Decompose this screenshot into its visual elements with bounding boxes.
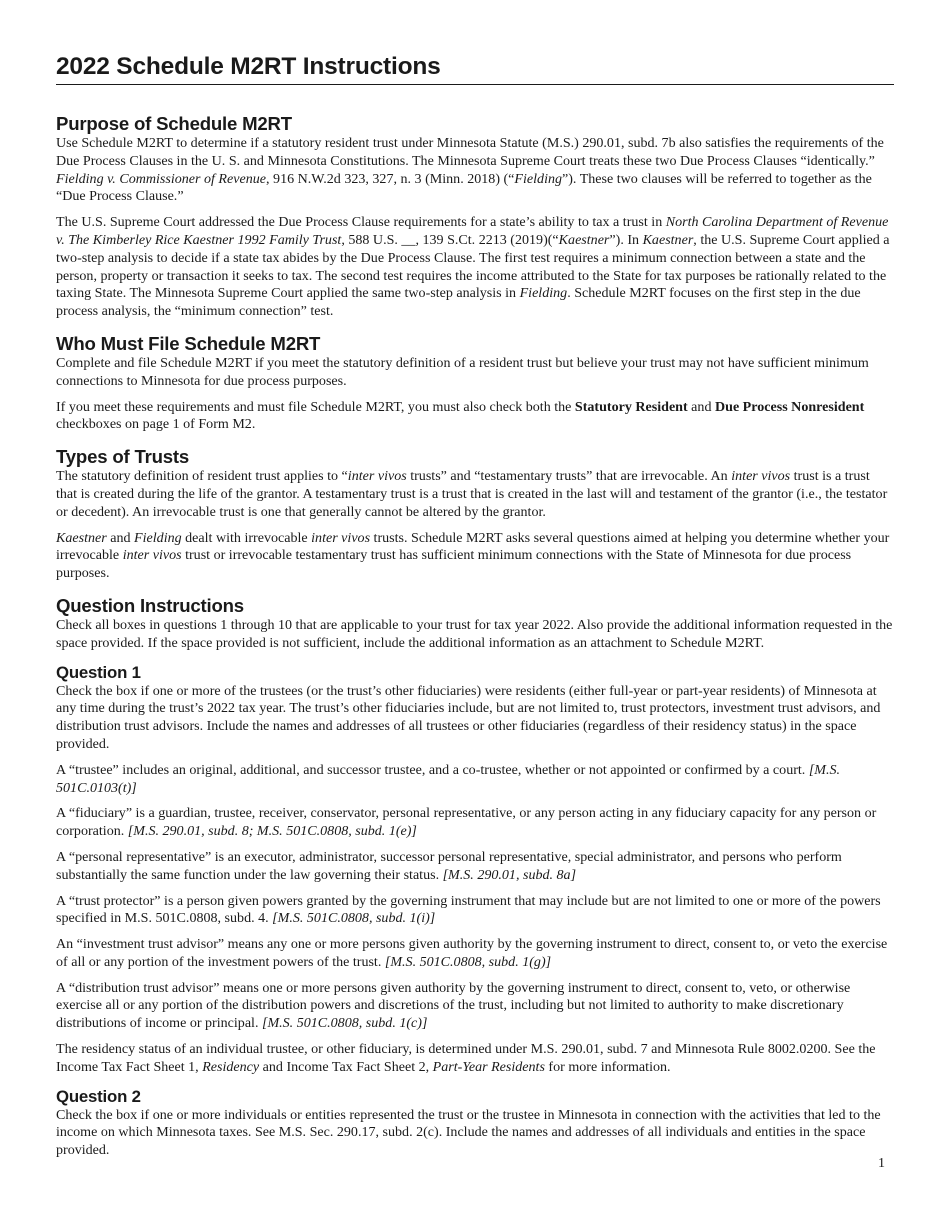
italic-text: Fielding v. Commissioner of Revenue <box>56 170 267 187</box>
text-run: and Income Tax Fact Sheet 2, <box>259 1058 433 1075</box>
text-run: A “trustee” includes an original, additional, and successor trustee, and a co-trustee, whether or not appointed or confirmed by a court. <box>56 761 809 778</box>
text-run: trust or irrevocable testamentary trust has sufficient minimum connections with the State of Minnesota for due process purposes. <box>56 547 852 582</box>
text-run: trusts” and “testamentary trusts” that are irrevocable. An <box>406 468 732 485</box>
document-page <box>56 52 894 1168</box>
text-run: for more information. <box>544 1058 671 1075</box>
paragraph <box>56 980 894 1033</box>
italic-text: [M.S. 501C.0808, subd. 1(i)] <box>272 910 436 927</box>
text-run: The residency status of an individual trustee, or other fiduciary, is determined under M.S. 290.01, subd. 7 and Minnesota Rule 8002.0200. See the Income Tax Fact Sheet 1, <box>56 1041 876 1075</box>
text-run: The statutory definition of resident trust applies to “ <box>56 468 348 485</box>
bold-text: Statutory Resident <box>574 398 688 415</box>
text-run: Check the box if one or more individuals or entities represented the trust or the trustee in Minnesota in connection with the activities that led to the income on which Minnesota taxes. See M.S. Sec. 290.17, subd. 2(c). Include the names and addresses of all individuals and entities in the space provided. <box>56 1106 881 1159</box>
text-run: , the U.S. Supreme Court applied a two-step analysis to decide if a state tax abides by the Due Process Clause. The first test requires a minimum connection between a state and the person, property or transaction it seeks to tax. The second test requires the income attributed to the State for tax purposes be rationally related to the taxing State. The Minnesota Supreme Court applied the same two-step analysis in <box>56 231 890 302</box>
italic-text: Part-Year Residents <box>432 1058 545 1075</box>
section-purpose <box>56 113 894 321</box>
section-who-must-file <box>56 333 894 434</box>
italic-text: inter vivos <box>122 547 182 564</box>
italic-text: inter vivos <box>311 529 371 546</box>
section-heading-question-1: Question 1 <box>56 662 141 682</box>
text-run: and <box>106 529 135 546</box>
text-run: A “trust protector” is a person given powers granted by the governing instrument that may include but are not limited to one or more of the powers specified in M.S. 501C.0808, subd. 4. <box>56 892 881 927</box>
bold-text: Due Process Nonresident <box>714 398 865 415</box>
paragraph <box>56 849 894 885</box>
section-question-2 <box>56 1087 894 1160</box>
italic-text: Fielding <box>519 285 568 302</box>
text-run: The U.S. Supreme Court addressed the Due Process Clause requirements for a state’s ability to tax a trust in <box>56 214 666 231</box>
text-run: ”). These two clauses will be referred to together as the “Due Process Clause.” <box>56 170 872 205</box>
section-heading-question-2: Question 2 <box>56 1086 141 1106</box>
text-run: ”). In <box>609 231 643 248</box>
italic-text: Kaestner <box>558 231 610 248</box>
section-heading-types-of-trusts: Types of Trusts <box>56 446 190 468</box>
paragraph <box>56 468 894 521</box>
paragraph <box>56 399 894 435</box>
paragraph <box>56 214 894 321</box>
paragraph <box>56 893 894 929</box>
text-run: checkboxes on page 1 of Form M2. <box>56 416 256 433</box>
text-run: . Schedule M2RT focuses on the first step in the due process analysis, the “minimum connection” test. <box>56 285 861 320</box>
text-run: dealt with irrevocable <box>181 529 312 546</box>
text-run: If you meet these requirements and must file Schedule M2RT, you must also check both the <box>56 398 575 415</box>
text-run: Check all boxes in questions 1 through 10 that are applicable to your trust for tax year 2022. Also provide the additional information requested in the space provided. If the space provided is not sufficient, include the additional information as an attachment to Schedule M2RT. <box>56 616 893 651</box>
section-heading-purpose: Purpose of Schedule M2RT <box>56 113 292 134</box>
text-run: Check the box if one or more of the trustees (or the trust’s other fiduciaries) were residents (either full-year or part-year residents) of Minnesota at any time during the trust’s 2022 tax year. The trust’s other fiduciaries include, but are not limited to, trust protectors, investment trust advisors, and distribution trust advisors. Include the names and addresses of all trustees or other fiduciaries (regardless of their residency status) in the space provided. <box>56 682 881 752</box>
text-run: Use Schedule M2RT to determine if a statutory resident trust under Minnesota Statute (M.S.) 290.01, subd. 7b also satisfies the requirements of the Due Process Clauses in the U. S. and Minnesota Constitutions. The Minnesota Supreme Court treats these two Due Process Clauses “identically.” <box>56 135 884 169</box>
text-run: A “fiduciary” is a guardian, trustee, receiver, conservator, personal representative, or any person acting in any fiduciary capacity for any person or corporation. <box>56 805 877 840</box>
italic-text: [M.S. 501C.0103(t)] <box>56 761 841 796</box>
paragraph <box>56 683 894 754</box>
italic-text: [M.S. 290.01, subd. 8a] <box>442 866 577 883</box>
section-heading-who-must-file: Who Must File Schedule M2RT <box>56 332 321 354</box>
text-run: trust is a trust that is created during the life of the grantor. A testamentary trust is a trust that is created in the last will and testament of the grantor (i.e., the testator or decedent). An irrevocable trust is one that generally cannot be altered by the grantor. <box>56 468 888 520</box>
paragraph <box>56 135 894 206</box>
italic-text: North Carolina Department of Revenue v. The Kimberley Rice Kaestner 1992 Family Trust <box>56 214 889 248</box>
paragraph <box>56 1041 894 1077</box>
paragraph <box>56 355 894 391</box>
italic-text: Fielding <box>134 529 182 546</box>
section-types-of-trusts <box>56 446 894 583</box>
italic-text: [M.S. 501C.0808, subd. 1(c)] <box>261 1015 428 1032</box>
italic-text: [M.S. 290.01, subd. 8; M.S. 501C.0808, subd. 1(e)] <box>127 823 417 840</box>
text-run: Complete and file Schedule M2RT if you meet the statutory definition of a resident trust but believe your trust may not have sufficient minimum connections to Minnesota for due process purposes. <box>56 354 869 389</box>
section-heading-question-instructions: Question Instructions <box>56 594 244 616</box>
text-run: , 916 N.W.2d 323, 327, n. 3 (Minn. 2018) (“ <box>266 170 515 187</box>
paragraph <box>56 617 894 653</box>
text-run: An “investment trust advisor” means any one or more persons given authority by the governing instrument to direct, consent to, or veto the exercise of all or any portion of the investment powers of the trust. <box>56 936 888 970</box>
italic-text: Kaestner <box>56 529 107 546</box>
paragraph <box>56 805 894 841</box>
section-question-1 <box>56 663 894 1077</box>
text-run: trusts. Schedule M2RT asks several questions aimed at helping you determine whether your irrevocable <box>56 529 890 564</box>
italic-text: Fielding <box>514 170 563 187</box>
paragraph <box>56 936 894 972</box>
italic-text: [M.S. 501C.0808, subd. 1(g)] <box>384 953 552 970</box>
text-run: A “personal representative” is an executor, administrator, successor personal representative, special administrator, and persons who perform substantially the same function under the law governing their status. <box>56 848 842 883</box>
document-title: 2022 Schedule M2RT Instructions <box>56 52 894 85</box>
text-run: and <box>687 398 715 415</box>
italic-text: inter vivos <box>731 468 791 485</box>
paragraph <box>56 530 894 583</box>
italic-text: Residency <box>202 1058 260 1075</box>
paragraph <box>56 762 894 798</box>
section-question-instructions <box>56 595 894 653</box>
text-run: A “distribution trust advisor” means one or more persons given authority by the governing instrument to direct, consent to, veto, or otherwise exercise all or any portion of the distribution powers and discretions of the trust, including but not limited to authority to make discretionary distributions of income or principal. <box>56 979 851 1032</box>
page-number: 1 <box>878 1156 885 1171</box>
text-run: , 588 U.S. __, 139 S.Ct. 2213 (2019)(“ <box>341 231 559 248</box>
italic-text: inter vivos <box>347 468 407 485</box>
italic-text: Kaestner <box>642 231 694 248</box>
paragraph <box>56 1107 894 1160</box>
